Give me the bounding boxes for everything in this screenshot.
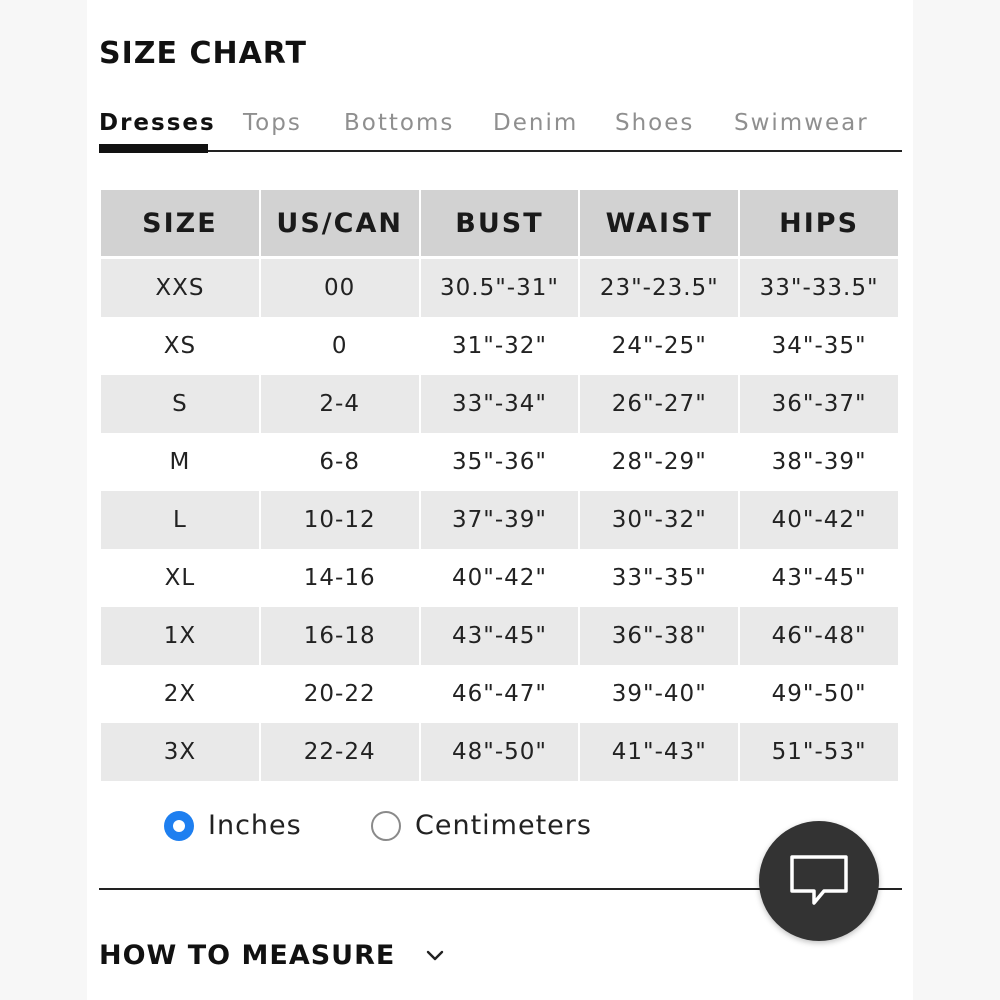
- table-cell: 28"-29": [580, 433, 738, 491]
- chevron-down-icon: [425, 949, 445, 963]
- table-cell: 31"-32": [421, 317, 579, 375]
- table-cell: 46"-48": [740, 607, 898, 665]
- table-cell: XL: [101, 549, 259, 607]
- table-header-row: [101, 190, 898, 259]
- tab-shoes[interactable]: Shoes: [615, 110, 695, 136]
- table-cell: 41"-43": [580, 723, 738, 781]
- inches-radio[interactable]: [164, 810, 302, 841]
- table-row: [101, 665, 898, 723]
- how-to-measure-label: HOW TO MEASURE: [99, 940, 396, 971]
- table-cell: 2-4: [261, 375, 419, 433]
- table-row: [101, 607, 898, 665]
- table-row: [101, 259, 898, 317]
- table-cell: 43"-45": [421, 607, 579, 665]
- table-cell: 33"-35": [580, 549, 738, 607]
- tab-tops[interactable]: Tops: [243, 110, 302, 136]
- radio-unchecked-icon[interactable]: [371, 811, 401, 841]
- tab-denim[interactable]: Denim: [493, 110, 579, 136]
- table-cell: 14-16: [261, 549, 419, 607]
- how-to-measure-toggle[interactable]: [99, 940, 445, 971]
- table-row: [101, 317, 898, 375]
- table-cell: 37"-39": [421, 491, 579, 549]
- table-cell: 34"-35": [740, 317, 898, 375]
- category-tabs: [99, 110, 902, 152]
- table-cell: 43"-45": [740, 549, 898, 607]
- column-header-waist: WAIST: [580, 190, 738, 259]
- table-cell: 26"-27": [580, 375, 738, 433]
- table-cell: 16-18: [261, 607, 419, 665]
- table-cell: 48"-50": [421, 723, 579, 781]
- table-cell: L: [101, 491, 259, 549]
- tab-dresses[interactable]: Dresses: [99, 110, 216, 136]
- table-cell: 33"-34": [421, 375, 579, 433]
- table-cell: 49"-50": [740, 665, 898, 723]
- table-cell: 1X: [101, 607, 259, 665]
- table-cell: 30.5"-31": [421, 259, 579, 317]
- table-cell: 20-22: [261, 665, 419, 723]
- table-cell: 3X: [101, 723, 259, 781]
- table-cell: S: [101, 375, 259, 433]
- radio-checked-icon[interactable]: [164, 811, 194, 841]
- table-cell: XS: [101, 317, 259, 375]
- table-cell: 33"-33.5": [740, 259, 898, 317]
- inches-label: Inches: [208, 810, 302, 841]
- centimeters-radio[interactable]: [371, 810, 592, 841]
- column-header-size: SIZE: [101, 190, 259, 259]
- table-cell: 36"-37": [740, 375, 898, 433]
- active-tab-indicator: [99, 144, 208, 153]
- table-cell: 40"-42": [421, 549, 579, 607]
- table-cell: 51"-53": [740, 723, 898, 781]
- table-cell: XXS: [101, 259, 259, 317]
- column-header-us-can: US/CAN: [261, 190, 419, 259]
- table-cell: 23"-23.5": [580, 259, 738, 317]
- table-cell: 2X: [101, 665, 259, 723]
- chat-button[interactable]: [759, 821, 879, 941]
- table-cell: 35"-36": [421, 433, 579, 491]
- table-row: [101, 375, 898, 433]
- column-header-hips: HIPS: [740, 190, 898, 259]
- table-cell: 36"-38": [580, 607, 738, 665]
- table-cell: 24"-25": [580, 317, 738, 375]
- size-table: [99, 190, 900, 781]
- table-row: [101, 723, 898, 781]
- table-cell: 46"-47": [421, 665, 579, 723]
- table-cell: 0: [261, 317, 419, 375]
- centimeters-label: Centimeters: [415, 810, 592, 841]
- table-cell: 22-24: [261, 723, 419, 781]
- column-header-bust: BUST: [421, 190, 579, 259]
- table-cell: 38"-39": [740, 433, 898, 491]
- table-cell: 39"-40": [580, 665, 738, 723]
- table-cell: 00: [261, 259, 419, 317]
- table-row: [101, 491, 898, 549]
- table-cell: M: [101, 433, 259, 491]
- table-row: [101, 433, 898, 491]
- table-cell: 6-8: [261, 433, 419, 491]
- table-cell: 40"-42": [740, 491, 898, 549]
- table-cell: 30"-32": [580, 491, 738, 549]
- table-row: [101, 549, 898, 607]
- chat-bubble-icon: [788, 853, 850, 909]
- tab-bottoms[interactable]: Bottoms: [344, 110, 455, 136]
- table-cell: 10-12: [261, 491, 419, 549]
- tab-swimwear[interactable]: Swimwear: [734, 110, 869, 136]
- page-title: SIZE CHART: [99, 36, 308, 71]
